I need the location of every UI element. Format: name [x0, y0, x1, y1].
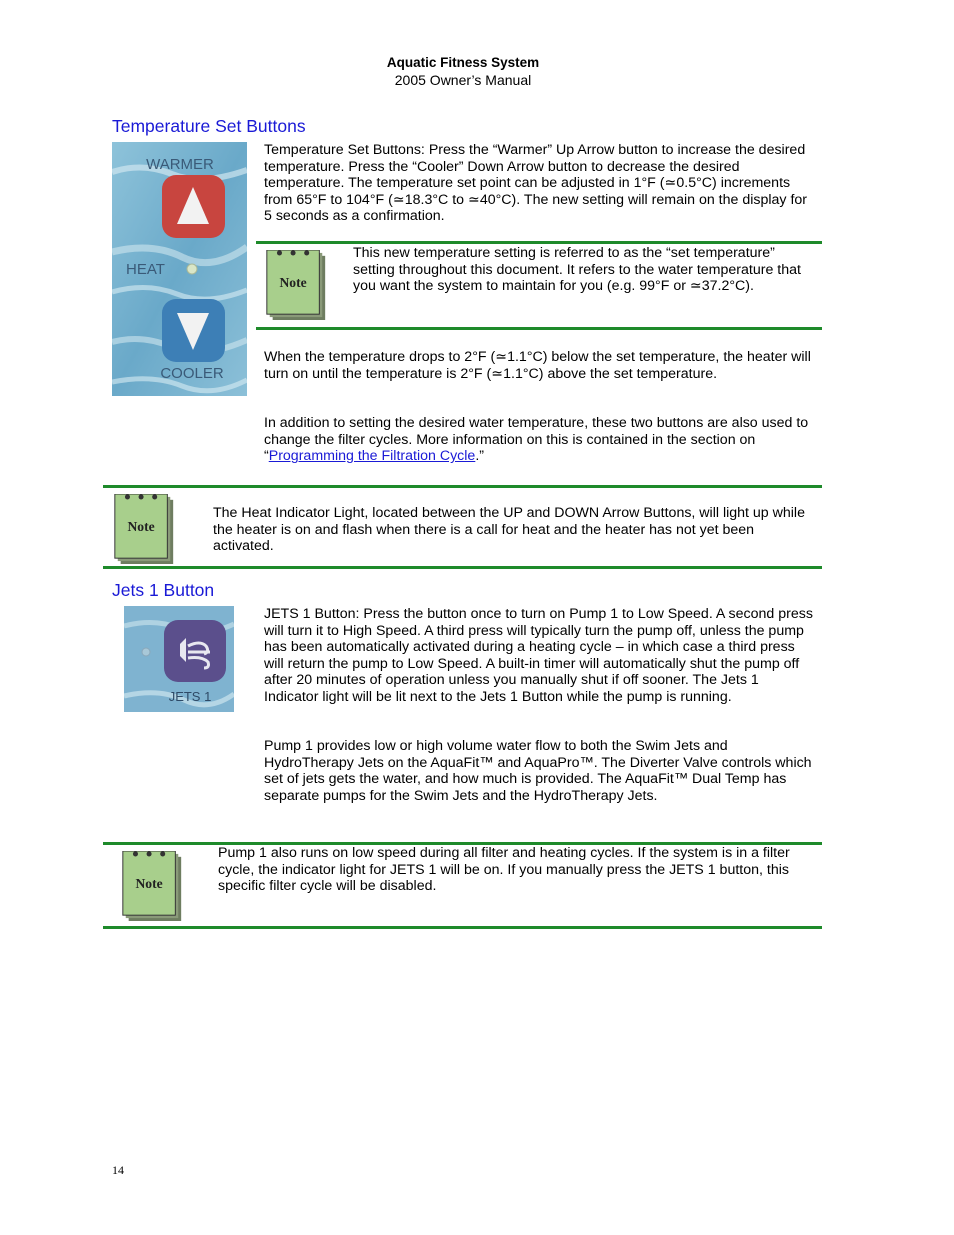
paragraph-text: Press the “Warmer” Up Arrow button to increase the desired temperature. Press the “Cooler” Down Arrow button to decrease the desired temperature. The temperature set point can be adjusted in 1°F (≃0.5°C) increments from 65°F to 104°F (≃18.3°C to ≃40°C). The new setting will remain on the display for 5 seconds as a confirmation.: [264, 142, 808, 225]
paragraph-text: In addition to setting the desired water temperature, these two buttons are also used to change the filter cycles. More information on this is contained in the section on “: [264, 415, 809, 465]
paragraph-text: . The Diverter Valve controls which set of jets gets the water, and how much is provided. The: [264, 754, 812, 788]
note-icon-label: Note: [135, 875, 163, 891]
paragraph-text: .”: [475, 448, 484, 465]
heat-label: HEAT: [126, 261, 165, 278]
jets-button-paragraph: [264, 606, 816, 706]
page-number: 14: [112, 1163, 124, 1177]
note-rule-top: [256, 241, 822, 244]
jets-indicator-light: [142, 648, 150, 656]
term-temperature-set-buttons: Temperature Set Buttons:: [264, 142, 425, 158]
heater-paragraph: When the temperature drops to 2°F (≃1.1°C) below the set temperature, the heater will turn on until the temperature is 2°F (≃1.1°C) above the set temperature.: [264, 349, 811, 382]
note-rule-bottom: [103, 566, 822, 569]
product-name: AquaFit™ Dual Temp: [624, 771, 760, 788]
note-set-temperature: This new temperature setting is referred to as the “set temperature” setting throughout this document. It refers to the water temperature that you want the system to maintain for you (e.g. 99°F or ≃37.2°C).: [353, 245, 801, 295]
pump-1-paragraph: [264, 738, 816, 804]
jets-panel-image: [124, 606, 234, 712]
product-name: AquaFit™: [430, 754, 494, 771]
note-icon: [114, 494, 174, 569]
note-icon: [122, 851, 182, 926]
programming-filtration-cycle-link[interactable]: Programming the Filtration Cycle: [268, 448, 476, 465]
warmer-up-arrow-button[interactable]: [162, 175, 225, 238]
filter-cycles-paragraph: [264, 415, 814, 465]
note-heat-indicator: The Heat Indicator Light, located between the UP and DOWN Arrow Buttons, will light up while the heater is on and flash when there is a call for heat and the heater has not yet been activated.: [213, 505, 805, 555]
warmer-label: WARMER: [146, 156, 214, 173]
temperature-buttons-paragraph: [264, 142, 814, 225]
term-jets-1: JETS 1: [389, 861, 437, 878]
paragraph-text: Pump 1 provides low or high volume water flow to both the Swim Jets and HydroTherapy Jets on the: [264, 738, 728, 771]
note-icon: [266, 250, 326, 325]
jets-1-label: JETS 1: [168, 689, 212, 704]
document-title: Aquatic Fitness System: [386, 55, 540, 70]
note-pump-1: [218, 845, 818, 895]
paragraph-text: Pump 1 also runs on low speed during all filter and heating cycles. If the system is in a filter cycle, the indicator light for: [218, 845, 790, 878]
temperature-panel-image: [112, 142, 247, 396]
note-rule-bottom: [103, 926, 822, 929]
paragraph-text: button, this specific filter cycle will be disabled.: [218, 861, 789, 895]
note-icon-label: Note: [127, 518, 155, 534]
product-name: AquaPro™: [524, 754, 594, 771]
jets-1-button[interactable]: [164, 620, 226, 682]
cooler-label: COOLER: [160, 365, 224, 382]
paragraph-text: and: [493, 754, 525, 771]
note-icon-label: Note: [279, 274, 307, 290]
cooler-down-arrow-button[interactable]: [162, 299, 225, 362]
note-rule-top: [103, 485, 822, 488]
heat-indicator-light: [187, 264, 197, 274]
section-title-jets: Jets 1 Button: [112, 580, 215, 600]
paragraph-text: will be on. If you manually press the: [436, 861, 670, 878]
term-jets-1: JETS 1: [669, 861, 716, 878]
section-title-temperature: Temperature Set Buttons: [112, 116, 306, 136]
paragraph-text: has separate pumps for the Swim Jets and the HydroTherapy Jets.: [264, 771, 787, 804]
paragraph-text: : Press the button once to turn on Pump 1 to Low Speed. A second press will turn it to High Speed. A third press will typically turn the pump off, unless the pump has been automatically activated during a heating cycle – in which case a third press will return the pump to Low Speed. A built-in timer will automatically shut the pump off after 20 minutes of operation unless you manually shut if off sooner. The Jets 1 Indicator light will be lit next to the Jets 1 Button while the pump is running.: [264, 606, 813, 705]
note-rule-bottom: [256, 327, 822, 330]
document-subtitle: 2005 Owner’s Manual: [394, 72, 532, 88]
term-jets-1-button: JETS 1 Button: [264, 606, 356, 622]
